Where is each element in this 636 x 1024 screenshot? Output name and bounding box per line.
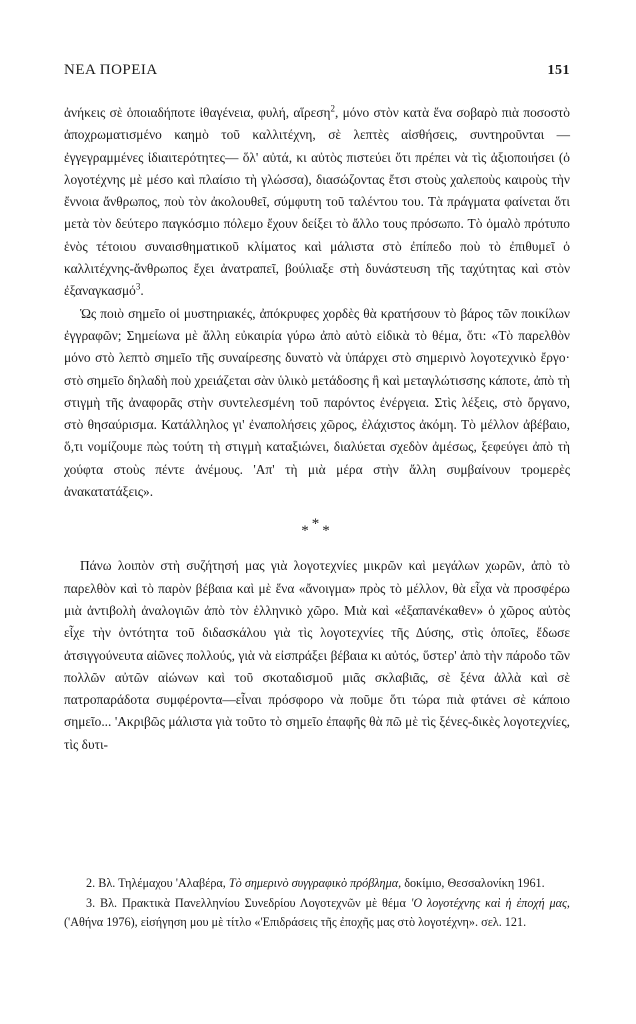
footnote-2-label: 2. Βλ. Τηλέμαχου 'Αλαβέρα,	[86, 876, 226, 890]
footnote-2-title: Τὸ σημερινὸ συγγραφικὸ πρόβλημα,	[228, 876, 402, 890]
separator-star-right: *	[322, 523, 333, 540]
paragraph-1	[64, 102, 570, 303]
paragraph-1-text-end: .	[140, 283, 144, 299]
paragraph-3: Πάνω λοιπὸν στὴ συζήτησή μας γιὰ λογοτεχνίες μικρῶν καὶ μεγάλων χωρῶν, ἀπὸ τὸ παρελθὸν καὶ τὸ παρὸν βέβαια καὶ μὲ ἕνα «ἄνοιγμα» πρὸς τὸ μέλλον, θὰ εἶχα νὰ προσφέρω μιὰ ἀντιβολὴ ἀναλογιῶν ἀπὸ τὸν ἑλληνικὸ χῶρο. Μιὰ καὶ «ἐξαπανέκαθεν» ὁ χῶρος αὐτὸς εἶχε τὴν ὀντότητα τοῦ διδασκάλου γιὰ τὶς λογοτεχνίες τῆς Δύσης, στὶς ὁποῖες, ἔδωσε ἀτσιγγούνευτα αἰῶνες πολλούς, γιὰ νὰ εἰσπράξει βέβαια κι αὐτός, ὕστερ' ἀπὸ τὴν πάροδο τῶν πολλῶν αὐτῶν αἰώνων καὶ τοῦ σκοταδισμοῦ μιᾶς σκλαβιᾶς, σὲ ξένα ἀλλὰ καὶ σὲ πατροπαράδοτα συμφέροντα—εἶναι πρόσφορο νὰ ποῦμε ὅτι τώρα πιὰ φτάνει σὲ κάποιο σημεῖο... 'Ακριβῶς μάλιστα γιὰ τοῦτο τὸ σημεῖο ἐπαφῆς θὰ πῶ μὲ τὶς ξένες-δικὲς λογοτεχνίες, τὶς δυτι-	[64, 558, 570, 752]
footnotes	[64, 874, 570, 933]
book-page	[64, 62, 570, 756]
section-separator	[64, 509, 570, 553]
separator-star-left: *	[301, 523, 312, 540]
paragraph-2: Ὡς ποιὸ σημεῖο οἱ μυστηριακές, ἀπόκρυφες χορδὲς θὰ κρατήσουν τὸ βάρος τῶν ποικίλων ἐγγραφῶν; Σημείωνα μὲ ἄλλη εὐκαιρία γύρω ἀπὸ αὐτὸ εἰδικὰ τὸ θέμα, ὅτι: «Τὸ παρελθὸν μόνο στὸ λεπτὸ σημεῖο τῆς συναίρεσης δυνατὸ νὰ ὑπάρχει στὸ σημερινὸ λογοτεχνικὸ ἔργο· στὸ σημεῖο δηλαδὴ ποὺ χρειάζεται σὰν ὑλικὸ μετάδοσης ἢ καὶ μεταγλώτισσης κάποτε, ἀπὸ τὴ στιγμὴ τῆς ἀναφορᾶς στὴν συντελεσμένη τοῦ παρόντος ἐνέργεια. Στὶς λέξεις, στὸ ὄργανο, στὸ θησαύρισμα. Κατάλληλος γι' ἐναπολήσεις χῶρος, ἐλάχιστος ἀκόμη. Τὸ μέλλον ἀβέβαιο, ὅ,τι νομίζουμε πὼς τούτη τὴ στιγμὴ καταξιώνει, διαλύεται σχεδὸν ἀμέσως, ξεφεύγει ἀπὸ τὴ χούφτα στοὺς πέντε ἀνέμους. 'Απ' τὴ μιὰ μέρα στὴν ἄλλη συμβαίνουν τρομερὲς ἀνακατατάξεις».	[64, 305, 570, 500]
journal-title: ΝΕΑ ΠΟΡΕΙΑ	[64, 62, 158, 78]
footnote-2-rest: δοκίμιο, Θεσσαλονίκη 1961.	[404, 876, 545, 890]
paragraph-1-text-a: ἀνήκεις σὲ ὁποιαδήποτε ἰθαγένεια, φυλή, αἵρεση	[64, 105, 331, 120]
paragraph-1-text-b: , μόνο στὸν κατὰ ἕνα σοβαρὸ πιὰ ποσοστὸ ἀποχρωματισμένο καημὸ τοῦ καλλιτέχνη, σὲ λεπτὲς αἰσθήσεις, συντηροῦνται —ἐγγεγραμμένες ἰδιαιτερότητες— ὅλ' αὐτά, κι αὐτὸς πιστεύει ὅτι πρέπει νὰ τὶς ἀξιοποιήσει (ὁ λογοτέχνης μὲ μέσο καὶ πλαίσιο τὴ γλώσσα), διασώζοντας ἔτσι στοὺς χαλεποὺς καιροὺς τὴν ἔννοια ἄνθρωπος, ποὺ τὸν ἀκολουθεῖ, σύμφυτη τοῦ ταλέντου του. Τὰ πράγματα φαίνεται ὅτι μετὰ τὸν δεύτερο παγκόσμιο πόλεμο ἔχουν δείξει τὸ ἄλλο τους πρόσωπο. Τὸ ὁμαλὸ πρότυπο ἑνὸς τέτοιου συναισθηματικοῦ κλίματος καὶ μάλιστα στὸ ἐπίπεδο ποὺ τὸ ἐπιθυμεῖ ὁ καλλιτέχνης-ἄνθρωπος ἔχει ἀνατραπεῖ, βούλιαξε στὴ δυνάστευση τῆς ταχύτητας καὶ στὸν ἐξαναγκασμό	[64, 105, 570, 299]
footnote-3-label: 3. Βλ. Πρακτικὰ Πανελληνίου Συνεδρίου Λογοτεχνῶν μὲ θέμα	[86, 895, 406, 910]
footnote-2	[64, 874, 570, 894]
footnote-ref-3: 3	[135, 281, 141, 292]
footnote-3-rest: ('Αθήνα 1976), εἰσήγηση μου μὲ τίτλο «'Επιδράσεις τῆς ἐποχῆς μας στὸ λογοτέχνη». σελ. 121.	[64, 915, 527, 929]
footnote-ref-2: 2	[330, 103, 335, 114]
running-header	[64, 62, 570, 92]
page-number: 151	[547, 63, 570, 78]
footnote-3	[64, 894, 570, 933]
footnote-3-title: 'Ο λογοτέχνης καὶ ἡ ἐποχή μας,	[410, 895, 570, 910]
separator-star-middle: *	[311, 516, 323, 533]
body-text	[64, 102, 570, 756]
